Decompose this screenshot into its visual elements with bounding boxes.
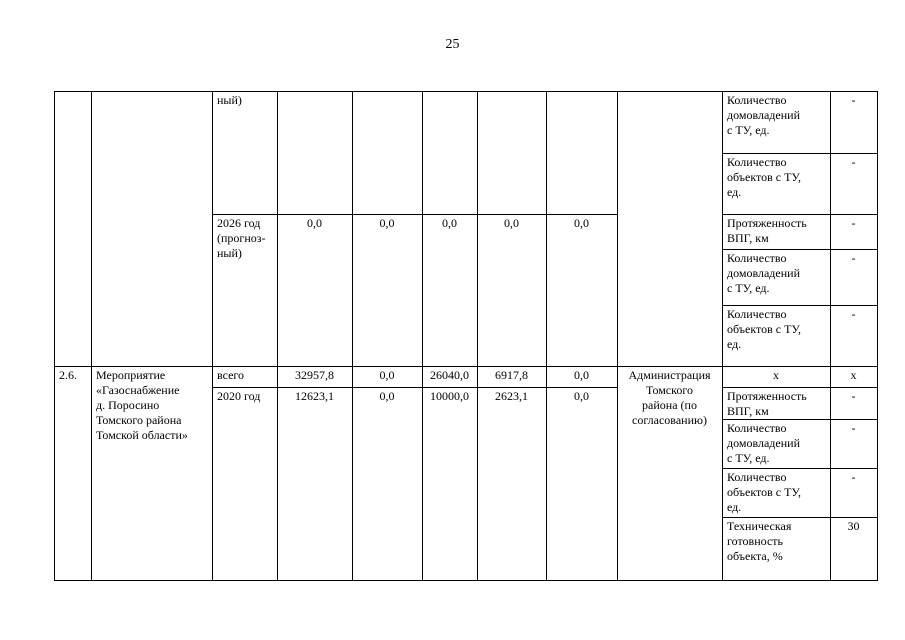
indicator-value: - xyxy=(851,470,856,484)
item-number: 2.6. xyxy=(59,368,77,382)
period-label: всего xyxy=(217,368,245,382)
indicator-value: - xyxy=(851,307,856,321)
indicator-value: - xyxy=(851,155,856,169)
column-divider xyxy=(617,91,618,581)
indicator-name: Техническая готовность объекта, % xyxy=(727,519,792,563)
column-divider xyxy=(477,91,478,581)
indicator-value: - xyxy=(851,421,856,435)
table-cell-value: 0,0 xyxy=(379,368,395,382)
table-cell-value: 0,0 xyxy=(574,368,589,382)
table-border-left xyxy=(54,91,55,581)
table-cell-value: 32957,8 xyxy=(295,368,334,382)
column-divider xyxy=(91,91,92,581)
indicator-name: Количество объектов с ТУ, ед. xyxy=(727,470,801,514)
indicator-value: 30 xyxy=(847,519,860,533)
table-cell-value: 0,0 xyxy=(504,216,519,230)
table-cell-value: 0,0 xyxy=(379,216,395,230)
table-cell-value: 2623,1 xyxy=(495,389,528,403)
column-divider xyxy=(546,91,547,581)
table-border-right xyxy=(877,91,878,581)
indicator-name: Количество домовладений с ТУ, ед. xyxy=(727,421,800,465)
period-label: ный) xyxy=(217,93,242,107)
table-cell-value: 0,0 xyxy=(379,389,395,403)
indicator-value: - xyxy=(851,251,856,265)
indicator-value: - xyxy=(851,93,856,107)
table-border-bottom xyxy=(54,580,878,581)
indicator-name: Количество объектов с ТУ, ед. xyxy=(727,307,801,351)
table-cell-value: 26040,0 xyxy=(430,368,469,382)
table-cell-value: 0,0 xyxy=(307,216,322,230)
table-cell-value: 12623,1 xyxy=(295,389,334,403)
column-divider xyxy=(352,91,353,581)
indicator-name: Протяженность ВПГ, км xyxy=(727,216,807,245)
period-label: 2026 год (прогноз- ный) xyxy=(217,216,266,260)
indicator-value: - xyxy=(851,216,856,230)
table-cell-value: 0,0 xyxy=(442,216,457,230)
indicator-name: Протяженность ВПГ, км xyxy=(727,389,807,418)
indicator-value: - xyxy=(851,389,856,403)
executor: Администрация Томского района (по согласованию) xyxy=(628,368,711,427)
column-divider xyxy=(212,91,213,581)
page-number: 25 xyxy=(445,37,460,52)
column-divider xyxy=(422,91,423,581)
indicator-name: Количество домовладений с ТУ, ед. xyxy=(727,93,800,137)
table-cell-value: 10000,0 xyxy=(430,389,469,403)
table-cell-value: 0,0 xyxy=(574,389,589,403)
measure-name: Мероприятие «Газоснабжение д. Поросино Томского района Томской области» xyxy=(96,368,188,442)
period-label: 2020 год xyxy=(217,389,261,403)
indicator-value: х xyxy=(850,368,857,382)
indicator-name: Количество объектов с ТУ, ед. xyxy=(727,155,801,199)
table-cell-value: 0,0 xyxy=(574,216,589,230)
indicator-name: х xyxy=(773,368,779,382)
table-cell-value: 6917,8 xyxy=(495,368,528,382)
indicator-name: Количество домовладений с ТУ, ед. xyxy=(727,251,800,295)
column-divider xyxy=(277,91,278,581)
